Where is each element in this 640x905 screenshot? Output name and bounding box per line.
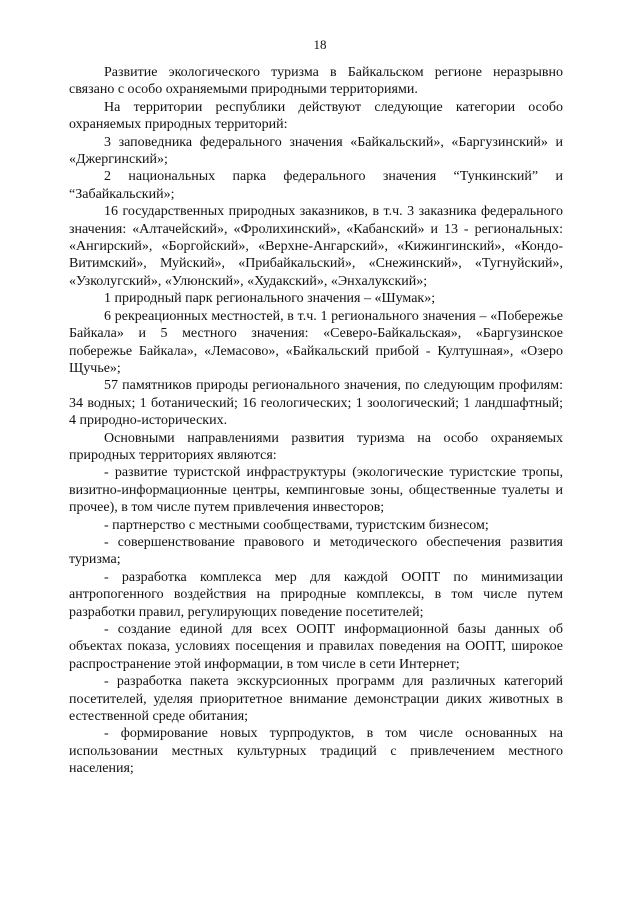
list-item: - разработка пакета экскурсионных программ для различных категорий посетителей, уделяя приоритетное внимание демонстрации диких животных в естественной среде обитания; [69,674,563,725]
list-item: - разработка комплекса мер для каждой ООПТ по минимизации антропогенного воздействия на природные комплексы, в том числе путем разработки правил, регулирующих поведение посетителей; [69,569,563,620]
paragraph: На территории республики действуют следующие категории особо охраняемых природных территорий: [69,99,563,133]
body-text [69,64,563,778]
list-item: - развитие туристской инфраструктуры (экологические туристские тропы, визитно-информационные центры, кемпинговые зоны, общественные туалеты и прочее), в том числе путем привлечения инвесторов; [69,465,563,516]
paragraph: 3 заповедника федерального значения «Байкальский», «Баргузинский» и «Джергинский»; [69,134,563,168]
list-item: - партнерство с местными сообществами, туристским бизнесом; [104,517,489,533]
page-number: 18 [313,37,327,52]
list-item: - совершенствование правового и методического обеспечения развития туризма; [69,534,563,568]
paragraph: 16 государственных природных заказников, в т.ч. 3 заказника федерального значения: «Алтачейский», «Фролихинский», «Кабанский» и 13 - региональных: «Ангирский», «Боргойский», «Верхне-Ангарский», «Кижингинский», «Кондо-Витимский», Муйский», «Прибайкальский», «Снежинский», «Тугнуйский», «Узколугский», «Улюнский», «Худакский», «Энхалукский»; [69,204,563,289]
list-item: - создание единой для всех ООПТ информационной базы данных об объектах показа, условиях посещения и правилах поведения на ООПТ, широкое распространение этой информации, в том числе в сети Интернет; [69,622,563,672]
list-item: - формирование новых турпродуктов, в том числе основанных на использовании местных культурных традиций с привлечением местного населения; [69,726,563,777]
paragraph: 2 национальных парка федерального значения “Тункинский” и “Забайкальский»; [69,169,563,202]
paragraph: 6 рекреационных местностей, в т.ч. 1 регионального значения – «Побережье Байкала» и 5 местного значения: «Северо-Байкальская», «Баргузинское побережье Байкала», «Лемасово», «Байкальский прибой - Култушная», «Озеро Щучье»; [69,308,563,376]
paragraph: 57 памятников природы регионального значения, по следующим профилям: 34 водных; 1 ботанический; 16 геологических; 1 зоологический; 1 ландшафтный; 4 природно-исторических. [69,378,563,429]
paragraph: Развитие экологического туризма в Байкальском регионе неразрывно связано с особо охраняемыми природными территориями. [69,65,563,98]
paragraph: 1 природный парк регионального значения – «Шумак»; [104,291,436,307]
paragraph: Основными направлениями развития туризма на особо охраняемых природных территориях являются: [69,430,563,463]
